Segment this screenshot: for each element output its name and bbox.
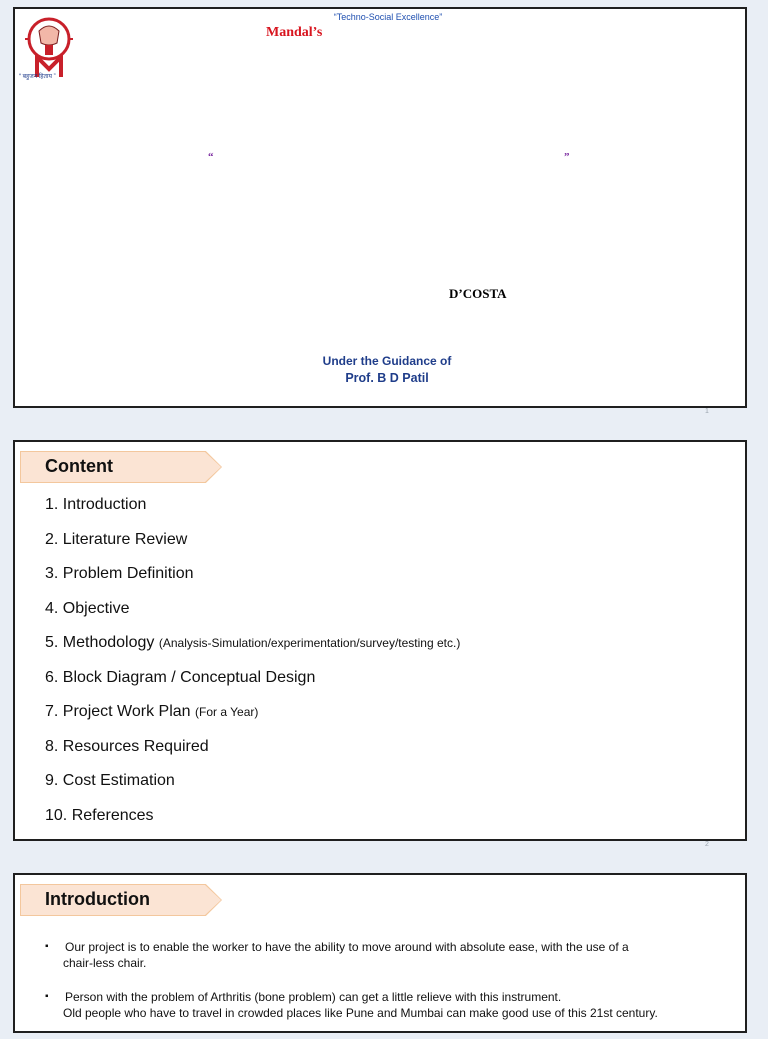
contents-list: [45, 496, 460, 841]
contents-item-label: 1. Introduction: [45, 496, 147, 513]
contents-item-label: 6. Block Diagram / Conceptual Design: [45, 668, 316, 686]
open-quote: “: [208, 151, 214, 163]
slide-number-2: 2: [705, 841, 709, 848]
logo-motto: “ बहुजन हिताय ”: [19, 74, 56, 80]
contents-item-label: 4. Objective: [45, 599, 130, 617]
bullet-text: Our project is to enable the worker to have the ability to move around with absolute ease, with the use of a: [65, 940, 629, 954]
contents-item-label: 3. Problem Definition: [45, 565, 194, 582]
contents-item-objective: [45, 600, 460, 635]
bullet-square-icon: ▪: [45, 941, 49, 952]
introduction-bullets: [45, 939, 725, 1039]
bullet-item: [45, 989, 725, 1021]
contents-item-label: 2. Literature Review: [45, 530, 188, 548]
contents-item-note: (For a Year): [195, 705, 259, 719]
bullet-item: [45, 939, 725, 971]
introduction-slide: [13, 873, 747, 1033]
bullet-square-icon: ▪: [45, 991, 49, 1002]
author-name: D’COSTA: [449, 286, 507, 301]
contents-item-work-plan: [45, 703, 460, 738]
contents-item-label: 5. Methodology: [45, 634, 155, 651]
introduction-heading: Introduction: [45, 889, 150, 909]
guide-name: Prof. B D Patil: [345, 371, 429, 385]
contents-item-methodology: [45, 634, 460, 669]
contents-heading: Content: [45, 456, 113, 476]
contents-item-introduction: [45, 496, 460, 531]
bullet-text: Person with the problem of Arthritis (bone problem) can get a little relieve with this instrument.: [65, 990, 562, 1004]
contents-slide: [13, 440, 747, 841]
contents-item-block-diagram: [45, 669, 460, 704]
college-logo-icon: [25, 17, 73, 79]
title-slide: [13, 7, 747, 408]
contents-item-problem-definition: [45, 565, 460, 600]
contents-item-label: 8. Resources Required: [45, 737, 209, 755]
close-quote: ”: [564, 151, 570, 163]
contents-item-label: 9. Cost Estimation: [45, 772, 175, 789]
contents-item-cost: [45, 772, 460, 807]
contents-item-references: [45, 807, 460, 842]
contents-item-resources: [45, 738, 460, 773]
slide-number-1: 1: [705, 408, 709, 415]
contents-item-label: 7. Project Work Plan: [45, 703, 191, 720]
bullet-text-continued: chair-less chair.: [63, 956, 147, 970]
tagline: “Techno-Social Excellence”: [333, 12, 443, 22]
bullet-text-continued: Old people who have to travel in crowded places like Pune and Mumbai can make good use of this 21st century.: [63, 1006, 658, 1020]
contents-item-note: (Analysis-Simulation/experimentation/survey/testing etc.): [158, 636, 461, 650]
contents-item-label: 10. References: [45, 806, 154, 824]
mandal-title: Mandal’s: [266, 25, 323, 40]
contents-item-literature-review: [45, 531, 460, 566]
guidance-label: Under the Guidance of: [322, 354, 452, 368]
